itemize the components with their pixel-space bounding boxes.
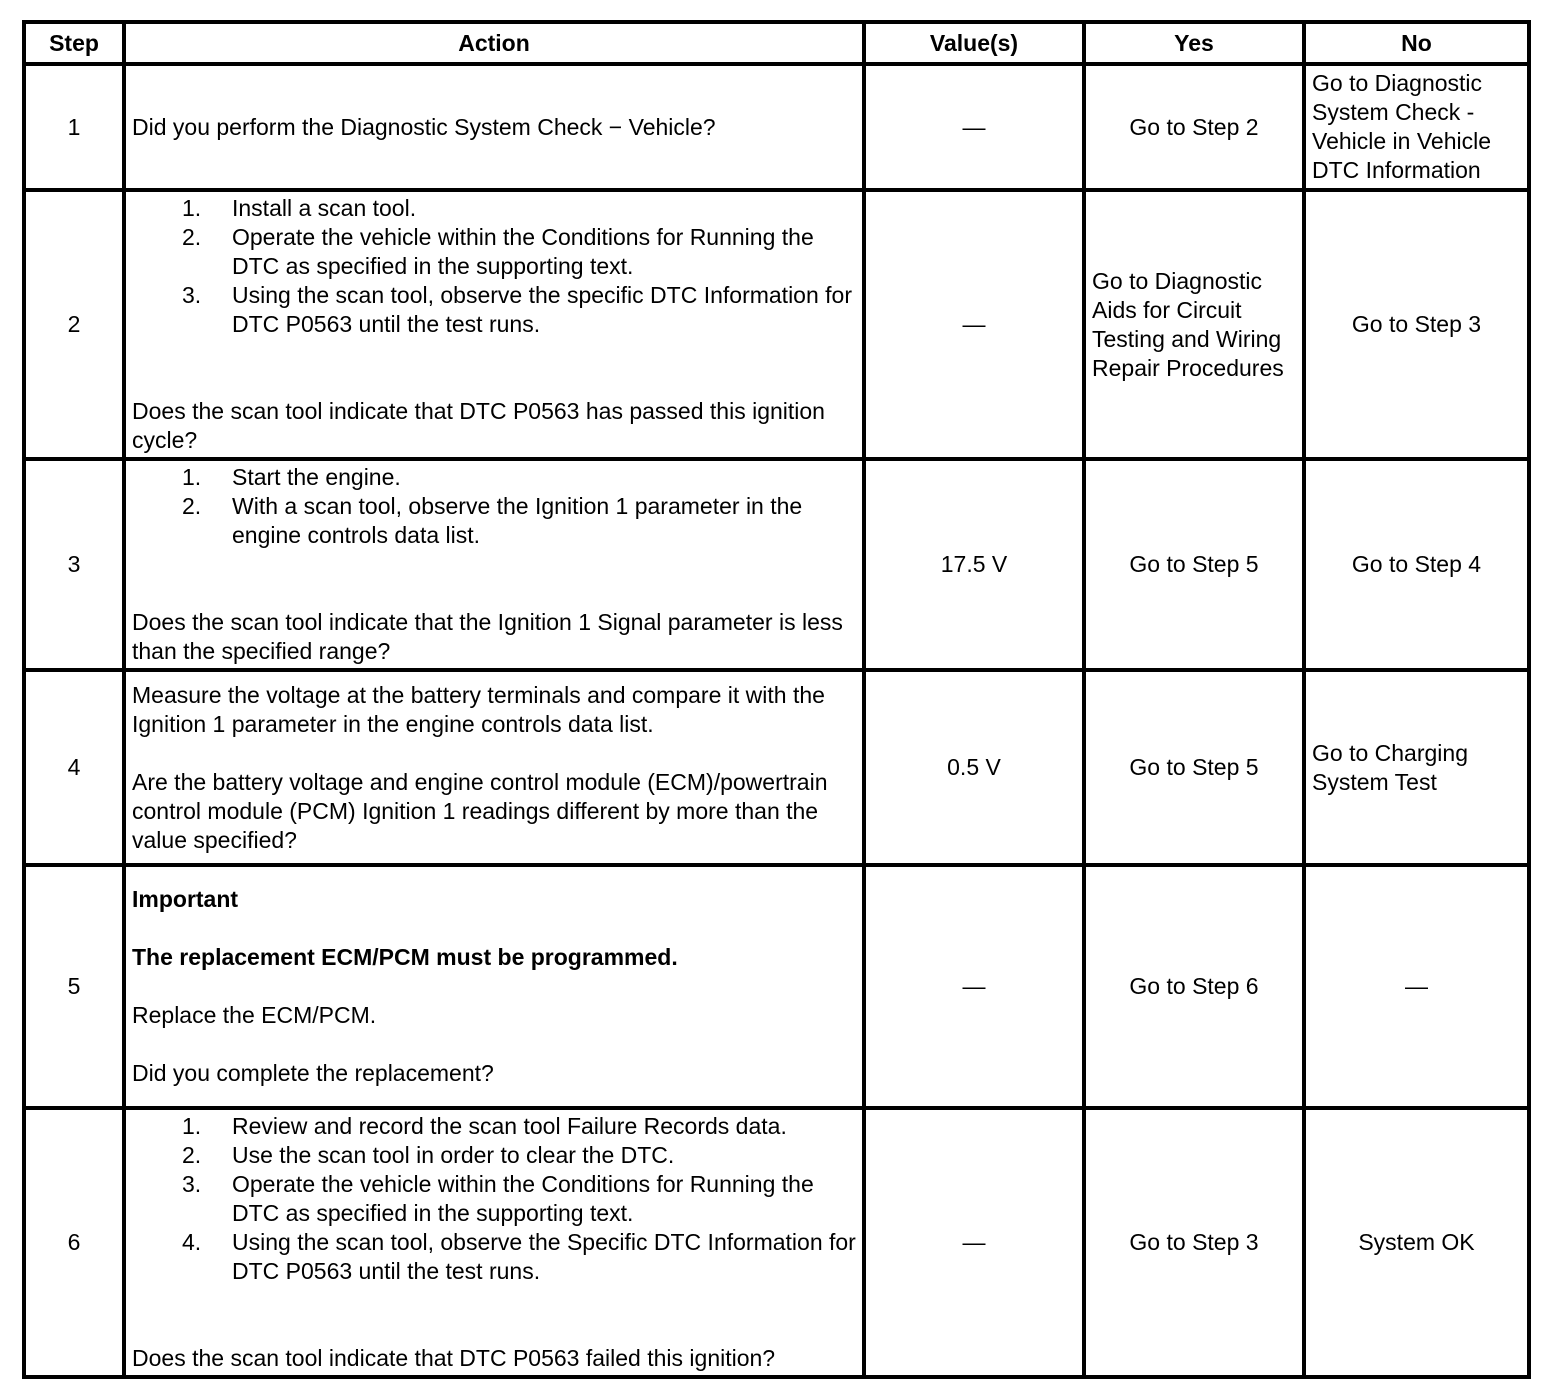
list-item: 4. Using the scan tool, observe the Specific DTC Information for DTC P0563 until the test runs.: [182, 1229, 856, 1284]
yes-link[interactable]: Go to Step 5: [1084, 459, 1304, 670]
list-number: 2.: [182, 1142, 202, 1168]
list-number: 1.: [182, 1113, 202, 1139]
action-list: [132, 463, 856, 550]
no-link[interactable]: Go to Diagnostic System Check - Vehicle in Vehicle DTC Information: [1304, 64, 1529, 190]
step-number: 3: [24, 459, 124, 670]
important-label: Important: [132, 886, 239, 912]
list-item: 2. With a scan tool, observe the Ignition 1 parameter in the engine controls data list.: [182, 493, 803, 548]
action-cell: [124, 865, 864, 1108]
action-cell: [124, 459, 864, 670]
table-row-step-5: [24, 865, 1529, 1108]
list-number: 4.: [182, 1229, 202, 1255]
action-question: Are the battery voltage and engine control module (ECM)/powertrain control module (PCM) Ignition 1 readings different by more than the value specified?: [132, 768, 828, 853]
header-yes: Yes: [1084, 22, 1304, 64]
list-item: 1. Review and record the scan tool Failure Records data.: [182, 1113, 787, 1139]
table-row-step-6: [24, 1108, 1529, 1377]
no-link[interactable]: Go to Step 3: [1304, 190, 1529, 459]
list-item: 3. Operate the vehicle within the Conditions for Running the DTC as specified in the supporting text.: [182, 1171, 814, 1226]
step-number: 5: [24, 865, 124, 1108]
important-text: The replacement ECM/PCM must be programmed.: [132, 944, 678, 970]
list-number: 3.: [182, 1171, 202, 1197]
value-cell: —: [864, 865, 1084, 1108]
list-number: 2.: [182, 224, 202, 250]
yes-link[interactable]: Go to Step 5: [1084, 670, 1304, 865]
action-question: Does the scan tool indicate that DTC P0563 failed this ignition?: [132, 1345, 776, 1371]
action-question: Did you complete the replacement?: [132, 1060, 494, 1086]
list-number: 1.: [182, 195, 202, 221]
list-item: 1. Install a scan tool.: [182, 195, 417, 221]
yes-link[interactable]: Go to Step 2: [1084, 64, 1304, 190]
action-cell: [124, 1108, 864, 1377]
action-cell: [124, 64, 864, 190]
action-cell: [124, 670, 864, 865]
value-cell: —: [864, 1108, 1084, 1377]
no-link[interactable]: Go to Charging System Test: [1304, 670, 1529, 865]
diagnostic-table: [22, 20, 1531, 1379]
list-number: 2.: [182, 493, 202, 519]
yes-link[interactable]: Go to Step 6: [1084, 865, 1304, 1108]
yes-link[interactable]: Go to Diagnostic Aids for Circuit Testing and Wiring Repair Procedures: [1084, 190, 1304, 459]
action-text: Replace the ECM/PCM.: [132, 1002, 377, 1028]
list-item: 2. Operate the vehicle within the Conditions for Running the DTC as specified in the supporting text.: [182, 224, 814, 279]
action-text: Did you perform the Diagnostic System Check − Vehicle?: [132, 113, 716, 140]
action-text: Measure the voltage at the battery terminals and compare it with the Ignition 1 parameter in the engine controls data list.: [132, 681, 825, 737]
table-row-step-3: [24, 459, 1529, 670]
list-number: 1.: [182, 464, 202, 490]
step-number: 6: [24, 1108, 124, 1377]
action-cell: [124, 190, 864, 459]
step-number: 1: [24, 64, 124, 190]
table-row-step-2: [24, 190, 1529, 459]
header-step: Step: [24, 22, 124, 64]
header-values: Value(s): [864, 22, 1084, 64]
list-item: 1. Start the engine.: [182, 464, 401, 490]
yes-link[interactable]: Go to Step 3: [1084, 1108, 1304, 1377]
value-cell: 17.5 V: [864, 459, 1084, 670]
value-cell: 0.5 V: [864, 670, 1084, 865]
value-cell: —: [864, 64, 1084, 190]
header-no: No: [1304, 22, 1529, 64]
value-cell: —: [864, 190, 1084, 459]
header-action: Action: [124, 22, 864, 64]
list-number: 3.: [182, 282, 202, 308]
table-header-row: [24, 22, 1529, 64]
no-link[interactable]: System OK: [1304, 1108, 1529, 1377]
diagnostic-table-container: [22, 20, 1527, 1379]
step-number: 2: [24, 190, 124, 459]
no-value: —: [1304, 865, 1529, 1108]
step-number: 4: [24, 670, 124, 865]
table-row-step-1: [24, 64, 1529, 190]
action-list: [132, 194, 856, 339]
list-item: 3. Using the scan tool, observe the specific DTC Information for DTC P0563 until the test runs.: [182, 282, 853, 337]
no-link[interactable]: Go to Step 4: [1304, 459, 1529, 670]
action-question: Does the scan tool indicate that DTC P0563 has passed this ignition cycle?: [132, 398, 825, 453]
action-question: Does the scan tool indicate that the Ignition 1 Signal parameter is less than the specified range?: [132, 609, 843, 664]
table-row-step-4: [24, 670, 1529, 865]
list-item: 2. Use the scan tool in order to clear the DTC.: [182, 1142, 675, 1168]
action-list: [132, 1112, 856, 1286]
